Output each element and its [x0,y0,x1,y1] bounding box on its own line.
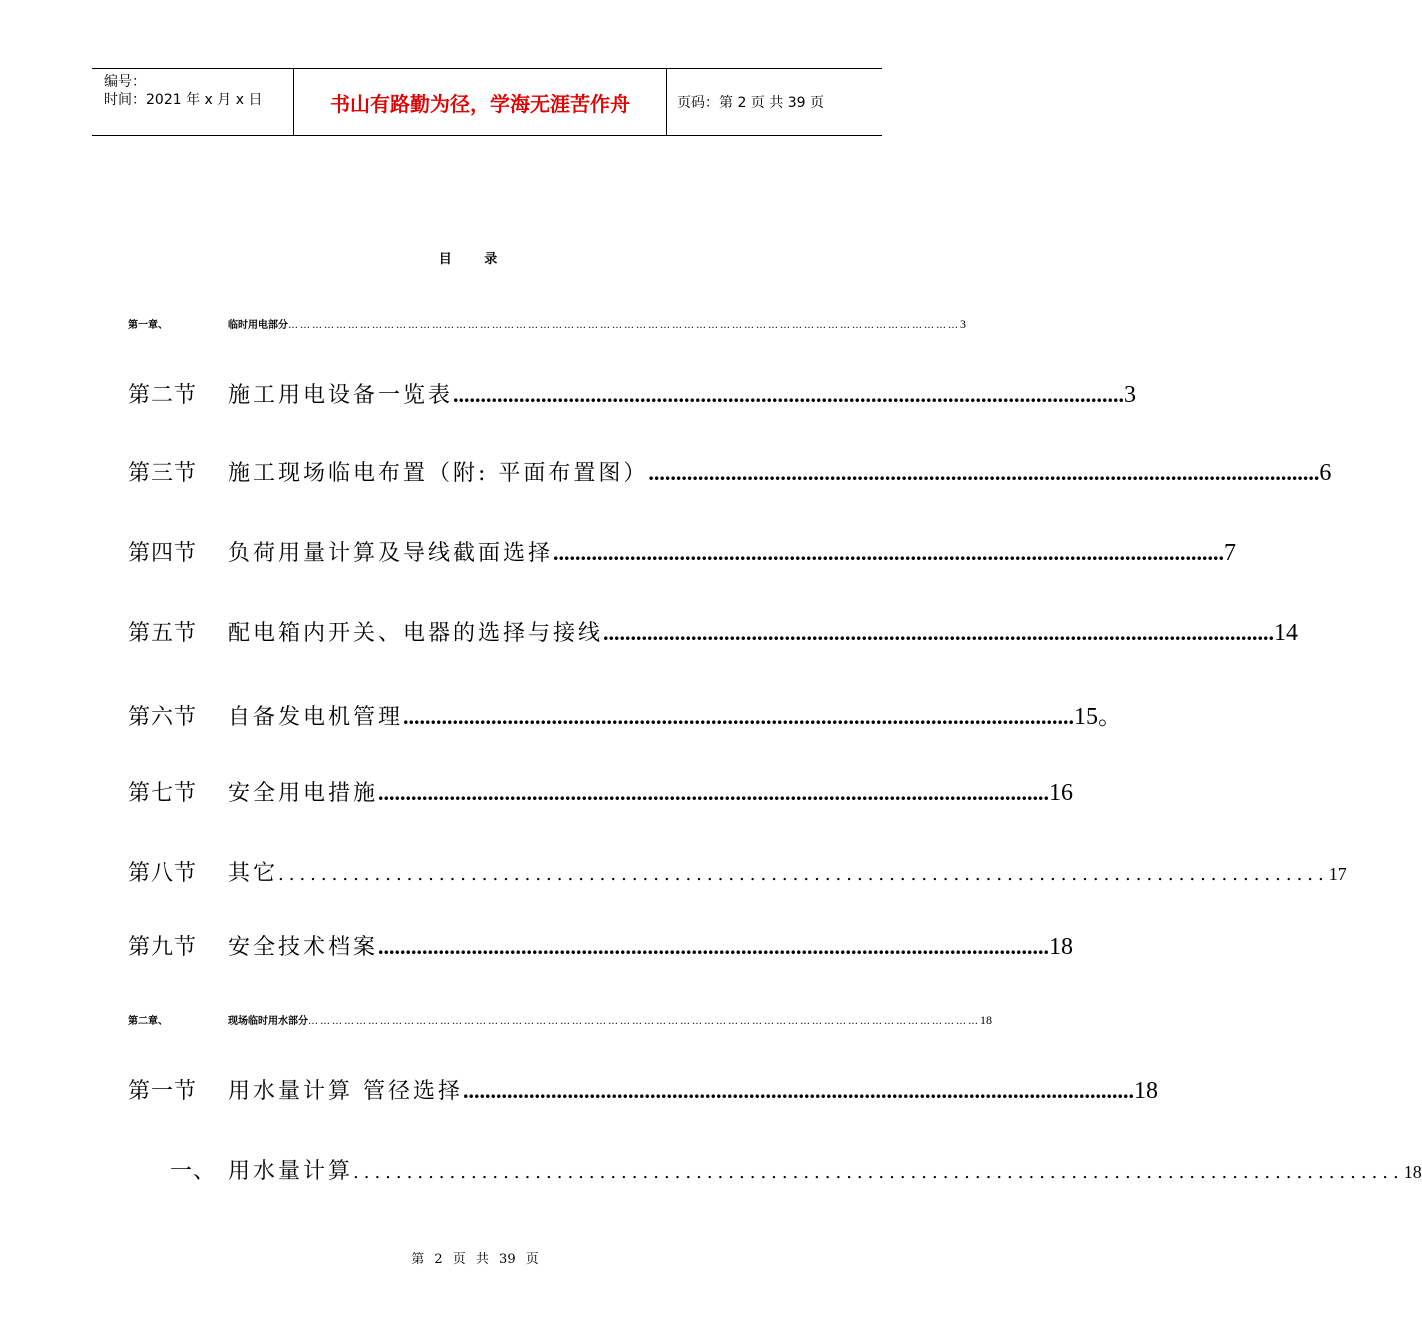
toc-entry-page: 15。 [1074,704,1123,730]
toc-leader-dots: .......................................................................................................................... [463,1078,1134,1103]
toc-entry-page: 14 [1274,620,1299,646]
toc-entry-number: 第二节 [128,383,198,408]
toc-entry-number: 第八节 [128,861,198,886]
toc-entry-number: 第九节 [128,935,198,960]
toc-entry-page: 6 [1319,460,1332,486]
toc-entry-section-2[interactable] [128,378,1137,409]
toc-entry-page: 18 [1049,934,1074,960]
toc-leader-dots: …………………………………………………………………………………………………………………………………………………… [288,320,960,331]
toc-entry-label: 施工现场临电布置（附: 平面布置图） [228,461,649,486]
header-motto: 书山有路勤为径，学海无涯苦作舟 [294,69,667,135]
toc-entry-label: 临时用电部分 [228,320,288,331]
toc-leader-dots: …………………………………………………………………………………………………………………………………………………… [308,1016,980,1027]
toc-entry-number: 第一节 [128,1079,198,1104]
toc-entry-label: 现场临时用水部分 [228,1016,308,1027]
toc-entry-page: 18 [1403,1162,1422,1182]
toc-leader-dots: .......................................................................................................................... [553,540,1225,565]
toc-leader-dots: .......................................................................................................................... [648,460,1320,485]
toc-entry-label: 安全用电措施 [228,781,379,806]
toc-entry-number: 第五节 [128,621,198,646]
toc-entry-label: 其它 [228,861,279,886]
doc-time-label: 时间：2021 年 x 月 x 日 [104,92,263,108]
toc-leader-dots: .................................................................................................. [278,864,1329,885]
toc-entry-section-5[interactable] [128,616,1299,647]
toc-entry-page: 3 [1124,382,1137,408]
toc-entry-number: 一、 [170,1159,217,1184]
toc-entry-label: 用水量计算 管径选择 [228,1079,463,1104]
page-footer: 第 2 页 共 39 页 [411,1252,539,1267]
page-header [92,68,882,136]
toc-entry-label: 配电箱内开关、电器的选择与接线 [228,621,604,646]
toc-entry-section-7[interactable] [128,776,1074,807]
header-page-label: 页码：第 2 页 共 39 页 [677,95,824,111]
toc-entry-section-3[interactable] [128,456,1332,487]
toc-entry-page: 18 [980,1013,992,1027]
toc-entry-water-section-1[interactable] [128,1074,1158,1105]
toc-entry-number: 第三节 [128,461,198,486]
toc-entry-chapter-1[interactable] [128,316,966,332]
toc-entry-page: 3 [960,317,966,331]
toc-entry-number: 第四节 [128,541,198,566]
toc-entry-section-8[interactable] [128,856,1347,887]
toc-entry-page: 16 [1049,780,1074,806]
toc-entry-number: 第七节 [128,781,198,806]
doc-number-label: 编号： [104,74,146,90]
toc-entry-section-6[interactable] [128,696,1123,731]
toc-title: 目 录 [438,252,512,267]
toc-leader-dots: .......................................................................................................................... [453,382,1125,407]
toc-leader-dots: .................................................................................................. [353,1162,1404,1183]
toc-entry-label: 用水量计算 [228,1159,354,1184]
toc-entry-number: 第一章、 [128,320,168,331]
toc-leader-dots: .......................................................................................................................... [378,780,1050,805]
toc-entry-label: 自备发电机管理 [228,705,404,730]
toc-entry-page: 7 [1224,540,1237,566]
toc-entry-subsection-1[interactable] [170,1154,1422,1185]
toc-entry-label: 负荷用量计算及导线截面选择 [228,541,554,566]
toc-entry-chapter-2[interactable] [128,1012,992,1028]
toc-entry-label: 安全技术档案 [228,935,379,960]
toc-leader-dots: .......................................................................................................................... [378,934,1050,959]
toc-entry-label: 施工用电设备一览表 [228,383,454,408]
toc-leader-dots: .......................................................................................................................... [403,704,1075,729]
toc-entry-page: 18 [1134,1078,1158,1104]
toc-entry-section-4[interactable] [128,536,1237,567]
toc-entry-page: 17 [1328,864,1347,884]
toc-entry-section-9[interactable] [128,930,1074,961]
toc-entry-number: 第二章、 [128,1016,168,1027]
header-meta [92,69,294,135]
toc-entry-number: 第六节 [128,705,198,730]
toc-leader-dots: .......................................................................................................................... [603,620,1275,645]
